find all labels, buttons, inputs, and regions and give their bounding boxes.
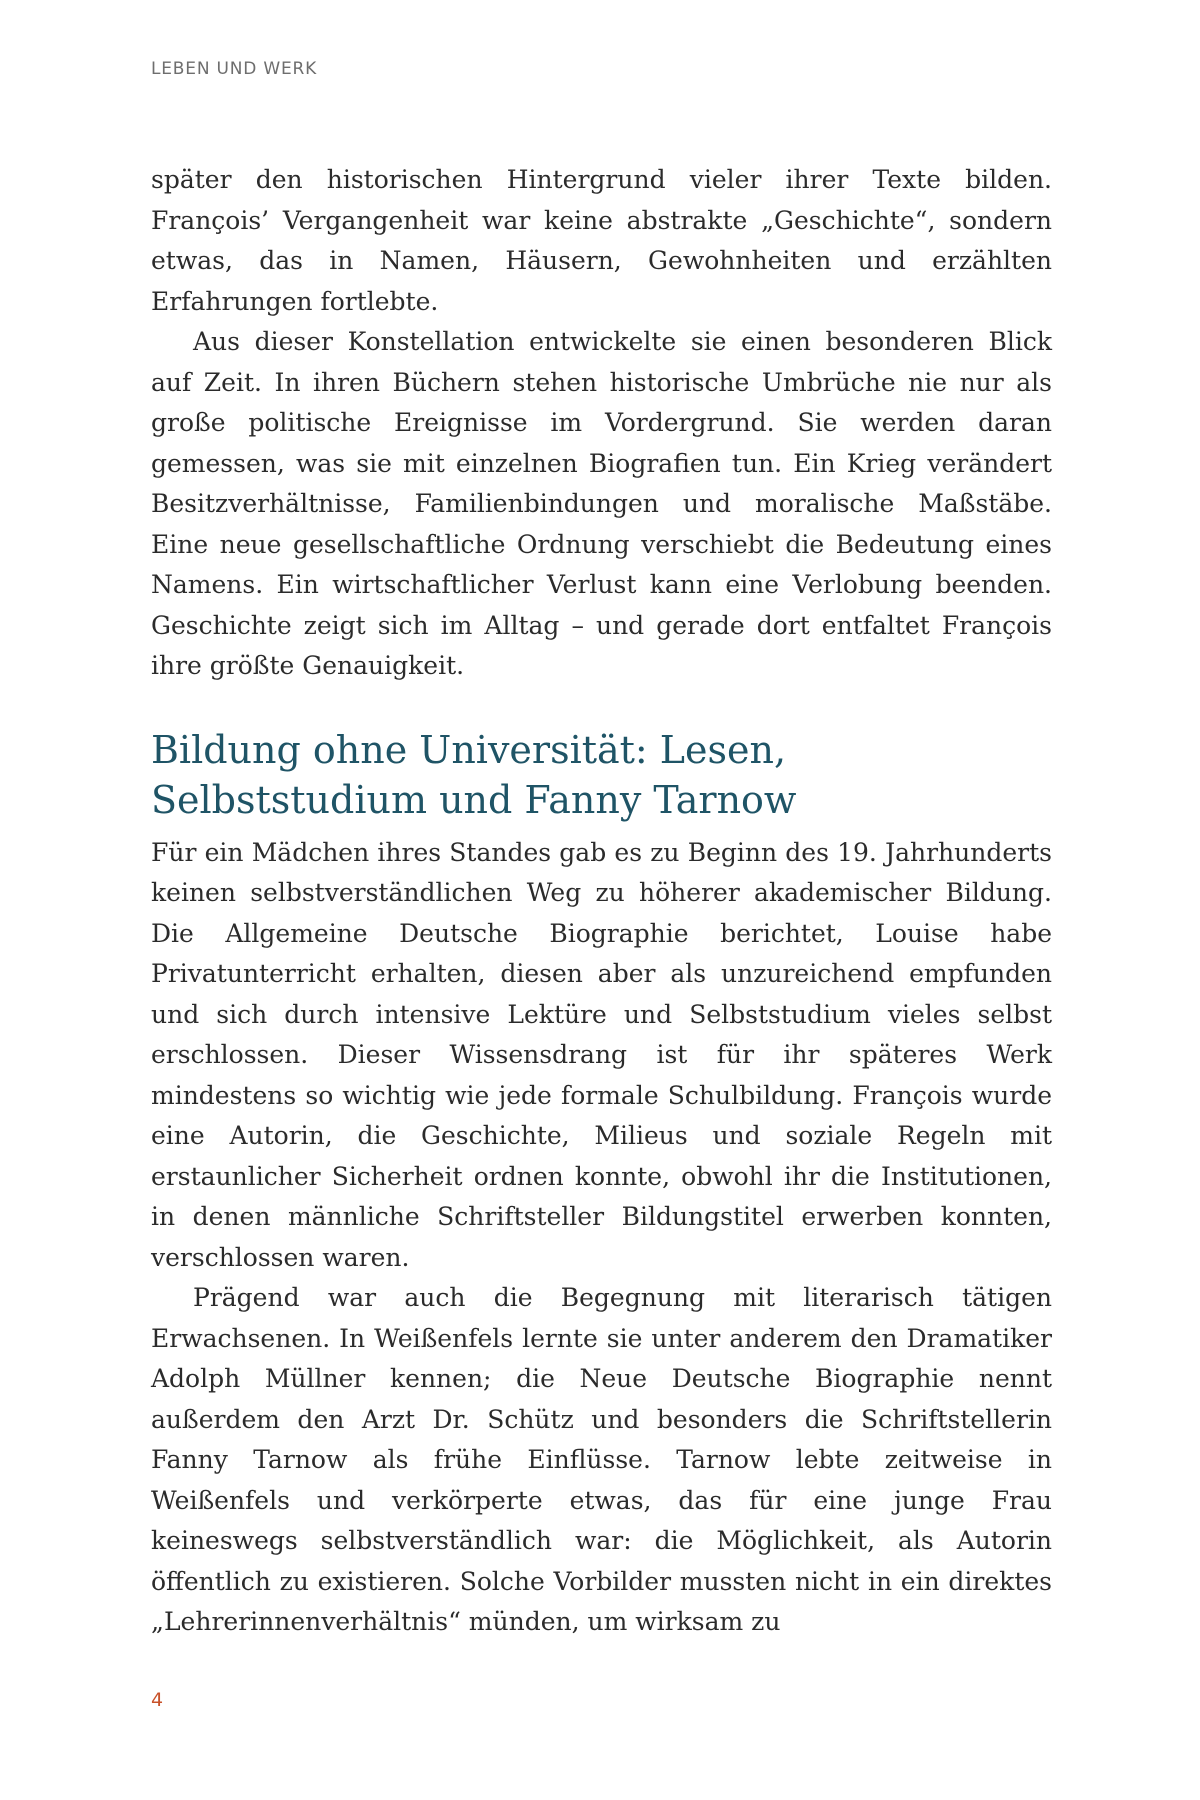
body-paragraph: Aus dieser Konstellation entwickelte sie einen besonderen Blick auf Zeit. In ihren Büchern stehen historische Umbrüche nie nur als große politische Ereignisse im Vordergrund. Sie werden daran gemessen, was sie mit einzelnen Biografien tun. Ein Krieg verändert Besitzverhältnisse, Familienbindungen und moralische Maßstäbe. Eine neue gesellschaftliche Ordnung verschiebt die Bedeutung eines Namens. Ein wirtschaftlicher Verlust kann eine Verlobung beenden. Geschichte zeigt sich im Alltag – und gerade dort entfaltet François ihre größte Genauigkeit. — [151, 327, 1052, 680]
body-paragraph: Für ein Mädchen ihres Standes gab es zu Beginn des 19. Jahrhunderts keinen selbstverständlichen Weg zu höherer akademischer Bildung. Die Allgemeine Deutsche Biographie berichtet, Louise habe Privatunterricht erhalten, diesen aber als unzureichend empfunden und sich durch intensive Lektüre und Selbststudium vieles selbst erschlossen. Dieser Wissensdrang ist für ihr späteres Werk mindestens so wichtig wie jede formale Schulbildung. François wurde eine Autorin, die Geschichte, Milieus und soziale Regeln mit erstaunlicher Sicherheit ordnen konnte, obwohl ihr die Institutionen, in denen männliche Schriftsteller Bildungstitel erwerben konnten, verschlossen waren. — [151, 837, 1052, 1272]
page-number: 4 — [151, 1689, 164, 1711]
body-paragraph: Prägend war auch die Begegnung mit literarisch tätigen Erwachsenen. In Weißenfels lernte sie unter anderem den Dramatiker Adolph Müllner kennen; die Neue Deutsche Biographie nennt außerdem den Arzt Dr. Schütz und besonders die Schriftstellerin Fanny Tarnow als frühe Einflüsse. Tarnow lebte zeitweise in Weißenfels und verkörperte etwas, das für eine junge Frau keineswegs selbstverständlich war: die Möglichkeit, als Autorin öffentlich zu existieren. Solche Vorbilder mussten nicht in ein direktes „Lehrerinnenverhältnis“ münden, um wirksam zu — [151, 1283, 1052, 1636]
section-heading: Bildung ohne Universität: Lesen, Selbststudium und Fanny Tarnow — [151, 727, 797, 822]
page-body — [151, 160, 1052, 1643]
running-head: LEBEN UND WERK — [151, 59, 318, 79]
body-paragraph: später den historischen Hintergrund vieler ihrer Texte bilden. François’ Vergangenheit war keine abstrakte „Geschichte“, sondern etwas, das in Namen, Häusern, Gewohnheiten und erzählten Erfahrungen fortlebte. — [151, 165, 1052, 316]
